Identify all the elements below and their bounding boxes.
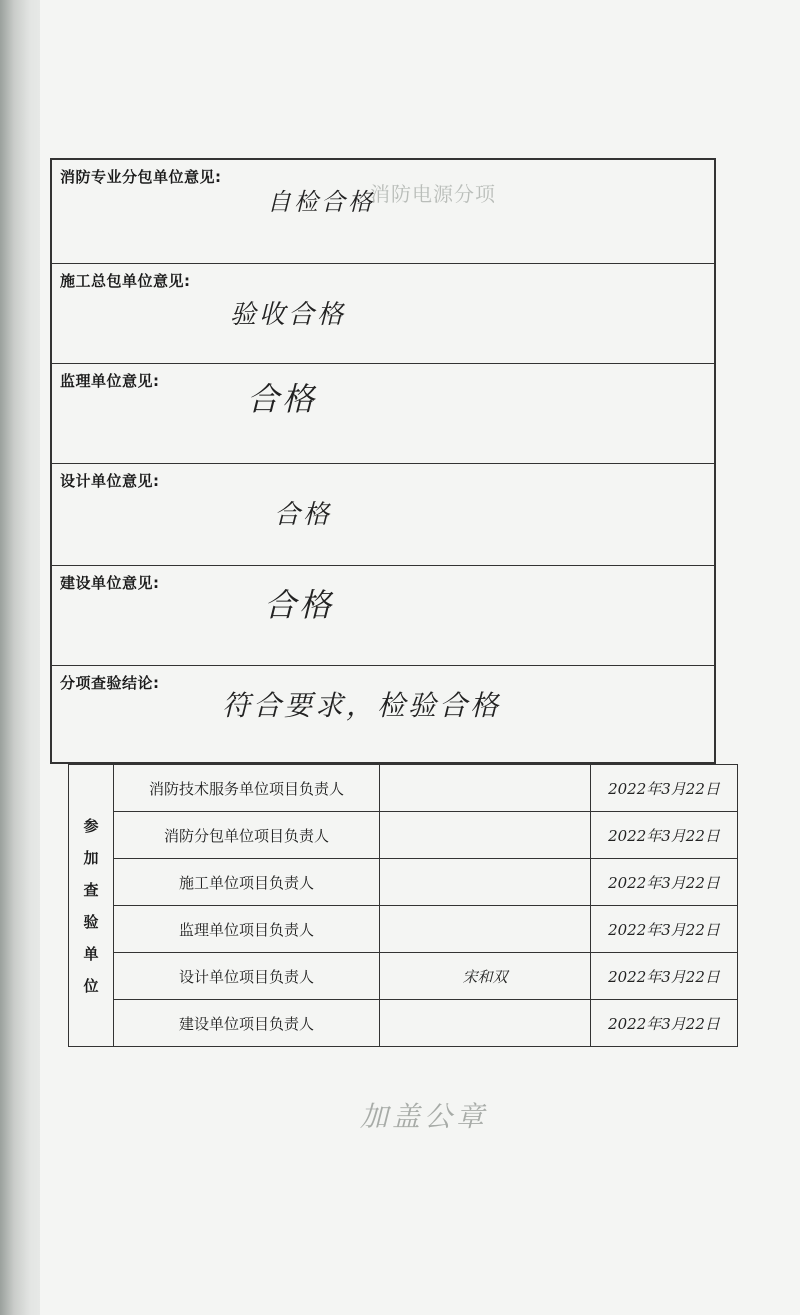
date-cell: 2022年3月22日 [591, 1000, 738, 1047]
signature-cell [380, 906, 591, 953]
table-row [69, 859, 738, 906]
table-row [69, 765, 738, 812]
opinion-row-general-contractor [52, 264, 714, 364]
opinion-label: 监理单位意见: [60, 372, 160, 390]
handwritten-opinion: 自检合格 [267, 188, 375, 216]
handwritten-opinion: 合格 [264, 586, 335, 624]
participants-side-label: 参 加 查 验 单 位 [69, 765, 114, 1047]
opinion-row-conclusion [52, 666, 714, 766]
bleed-through-mark: 加盖公章 [360, 1100, 489, 1133]
handwritten-opinion: 合格 [247, 380, 318, 418]
opinion-row-construction-owner [52, 566, 714, 666]
opinion-row-supervision [52, 364, 714, 464]
opinion-label: 消防专业分包单位意见: [60, 168, 222, 186]
bleed-through-heading: 消防电源分项 [370, 182, 496, 206]
opinion-label: 施工总包单位意见: [60, 272, 191, 290]
signature-cell [380, 859, 591, 906]
handwritten-opinion: 合格 [274, 500, 333, 530]
signature-cell [380, 765, 591, 812]
participants-table [68, 764, 738, 1047]
opinion-row-design [52, 464, 714, 566]
opinion-label: 设计单位意见: [60, 472, 160, 490]
opinion-label: 分项查验结论: [60, 674, 160, 692]
date-cell: 2022年3月22日 [591, 953, 738, 1000]
opinion-label: 建设单位意见: [60, 574, 160, 592]
role-cell: 消防分包单位项目负责人 [114, 812, 380, 859]
signature-cell [380, 812, 591, 859]
table-row [69, 1000, 738, 1047]
signature-cell [380, 1000, 591, 1047]
role-cell: 建设单位项目负责人 [114, 1000, 380, 1047]
role-cell: 监理单位项目负责人 [114, 906, 380, 953]
date-cell: 2022年3月22日 [591, 765, 738, 812]
role-cell: 施工单位项目负责人 [114, 859, 380, 906]
role-cell: 消防技术服务单位项目负责人 [114, 765, 380, 812]
handwritten-opinion: 验收合格 [230, 300, 347, 330]
opinions-table [50, 158, 716, 764]
table-row [69, 812, 738, 859]
table-row [69, 906, 738, 953]
opinion-row-fire-subcontractor [52, 160, 714, 264]
signature-cell: 宋和双 [380, 953, 591, 1000]
date-cell: 2022年3月22日 [591, 906, 738, 953]
date-cell: 2022年3月22日 [591, 859, 738, 906]
handwritten-opinion: 符合要求，检验合格 [222, 689, 502, 722]
table-row [69, 953, 738, 1000]
date-cell: 2022年3月22日 [591, 812, 738, 859]
role-cell: 设计单位项目负责人 [114, 953, 380, 1000]
